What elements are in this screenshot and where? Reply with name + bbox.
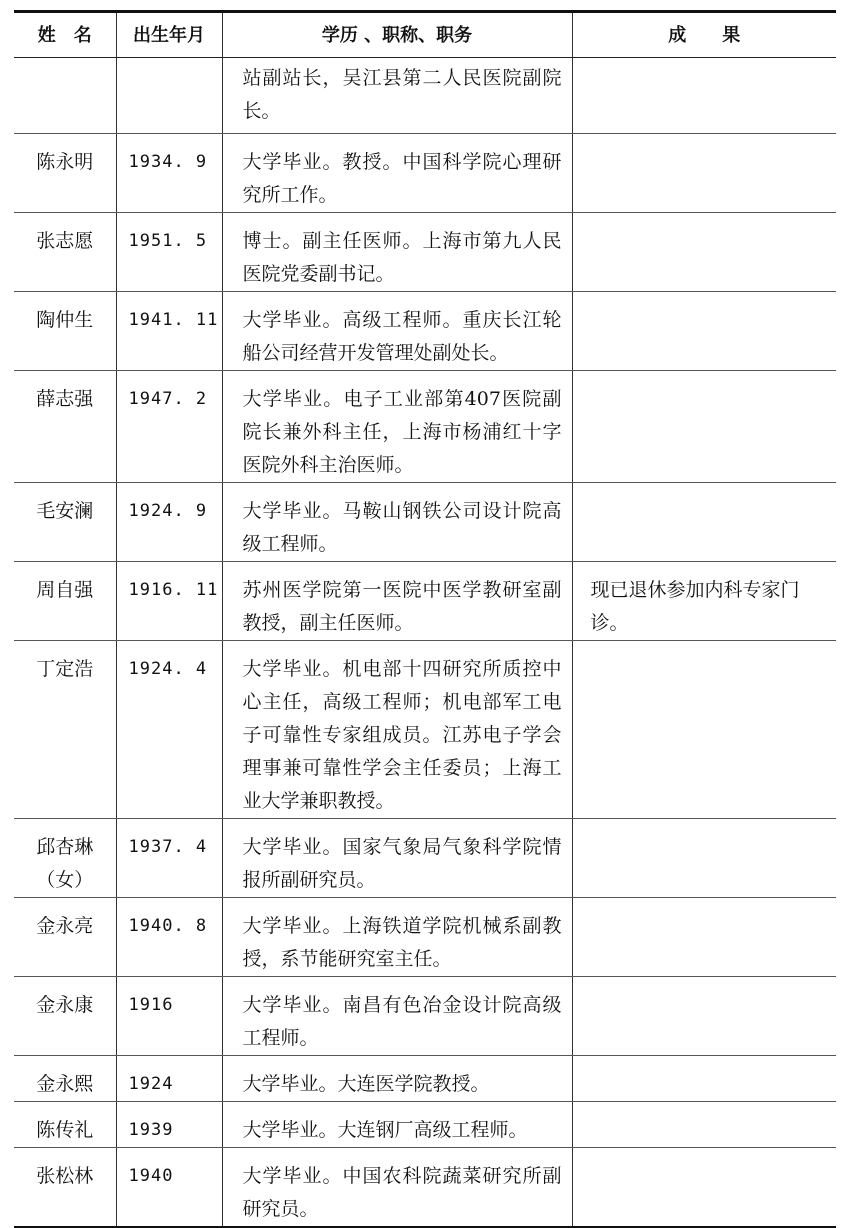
table-row: [14, 134, 836, 213]
cell-birth-date: 1951. 5: [116, 213, 222, 292]
cell-education-title-position: 大学毕业。大连医学院教授。: [222, 1056, 572, 1102]
cell-name: [14, 1102, 116, 1148]
header-birth: 出生年月: [116, 12, 222, 58]
person-name: 丁定浩: [36, 658, 94, 680]
person-name: 金永亮: [36, 915, 94, 937]
cell-achievements: [572, 641, 836, 819]
cell-education-title-position: 博士。副主任医师。上海市第九人民医院党委副书记。: [222, 213, 572, 292]
cell-achievements: [572, 898, 836, 977]
personnel-table: [14, 10, 836, 1228]
cell-birth-date: 1916. 11: [116, 562, 222, 641]
cell-education-title-position: 大学毕业。马鞍山钢铁公司设计院高级工程师。: [222, 483, 572, 562]
table-row: [14, 898, 836, 977]
cell-birth-date: 1924. 4: [116, 641, 222, 819]
cell-achievements: 现已退休参加内科专家门诊。: [572, 562, 836, 641]
cell-education-title-position: 大学毕业。大连钢厂高级工程师。: [222, 1102, 572, 1148]
cell-education-title-position: 大学毕业。南昌有色冶金设计院高级工程师。: [222, 977, 572, 1056]
person-name: 陈永明: [36, 151, 94, 173]
table-row: [14, 483, 836, 562]
cell-achievements: [572, 213, 836, 292]
cell-name: [14, 977, 116, 1056]
table-header: [14, 12, 836, 58]
cell-birth-date: 1916: [116, 977, 222, 1056]
cell-education-title-position: 大学毕业。中国农科院蔬菜研究所副研究员。: [222, 1148, 572, 1228]
table-row: [14, 819, 836, 898]
person-name: 金永康: [36, 994, 94, 1016]
cell-name: [14, 58, 116, 134]
table-row: [14, 562, 836, 641]
table-row: [14, 371, 836, 483]
cell-education-title-position: 苏州医学院第一医院中医学教研室副教授，副主任医师。: [222, 562, 572, 641]
cell-achievements: [572, 371, 836, 483]
cell-education-title-position: 大学毕业。上海铁道学院机械系副教授，系节能研究室主任。: [222, 898, 572, 977]
table-row: [14, 977, 836, 1056]
cell-name: [14, 1148, 116, 1228]
table-row: [14, 292, 836, 371]
cell-name: [14, 1056, 116, 1102]
cell-education-title-position: 站副站长，吴江县第二人民医院副院长。: [222, 58, 572, 134]
cell-achievements: [572, 819, 836, 898]
person-name: 陶仲生: [36, 309, 94, 331]
table-row: [14, 1056, 836, 1102]
cell-birth-date: 1934. 9: [116, 134, 222, 213]
person-name: 金永熙: [36, 1073, 94, 1095]
cell-name: [14, 898, 116, 977]
cell-achievements: [572, 134, 836, 213]
person-name: 张松林: [36, 1165, 94, 1187]
person-name: 薛志强: [36, 388, 94, 410]
cell-achievements: [572, 977, 836, 1056]
header-name: 姓 名: [14, 12, 116, 58]
cell-birth-date: 1947. 2: [116, 371, 222, 483]
person-name-note: （女）: [36, 869, 94, 891]
cell-birth-date: 1940: [116, 1148, 222, 1228]
person-name: 毛安澜: [36, 500, 94, 522]
person-name: 周自强: [36, 579, 94, 601]
cell-birth-date: 1924. 9: [116, 483, 222, 562]
cell-name: [14, 483, 116, 562]
cell-education-title-position: 大学毕业。高级工程师。重庆长江轮船公司经营开发管理处副处长。: [222, 292, 572, 371]
cell-birth-date: 1937. 4: [116, 819, 222, 898]
table-row: [14, 213, 836, 292]
cell-achievements: [572, 483, 836, 562]
cell-name: [14, 213, 116, 292]
header-education-title-position: 学历 、职称、职务: [222, 12, 572, 58]
header-achievements: 成 果: [572, 12, 836, 58]
cell-name: [14, 371, 116, 483]
cell-education-title-position: 大学毕业。机电部十四研究所质控中心主任，高级工程师；机电部军工电子可靠性专家组成员。江苏电子学会理事兼可靠性学会主任委员；上海工业大学兼职教授。: [222, 641, 572, 819]
cell-birth-date: 1940. 8: [116, 898, 222, 977]
table-row: [14, 1148, 836, 1228]
cell-birth-date: 1939: [116, 1102, 222, 1148]
cell-achievements: [572, 58, 836, 134]
cell-education-title-position: 大学毕业。国家气象局气象科学院情报所副研究员。: [222, 819, 572, 898]
header-row: [14, 12, 836, 58]
table-row: [14, 58, 836, 134]
cell-education-title-position: 大学毕业。电子工业部第407医院副院长兼外科主任，上海市杨浦红十字医院外科主治医师。: [222, 371, 572, 483]
cell-name: [14, 819, 116, 898]
cell-name: [14, 134, 116, 213]
cell-birth-date: 1924: [116, 1056, 222, 1102]
table-row: [14, 1102, 836, 1148]
cell-education-title-position: 大学毕业。教授。中国科学院心理研究所工作。: [222, 134, 572, 213]
cell-name: [14, 292, 116, 371]
document-page: [14, 10, 836, 1228]
cell-birth-date: [116, 58, 222, 134]
cell-achievements: [572, 1056, 836, 1102]
cell-achievements: [572, 1102, 836, 1148]
cell-achievements: [572, 292, 836, 371]
table-row: [14, 641, 836, 819]
table-body: [14, 58, 836, 1228]
person-name: 张志愿: [36, 230, 94, 252]
person-name: 邱杏琳: [36, 836, 94, 858]
cell-name: [14, 562, 116, 641]
cell-name: [14, 641, 116, 819]
cell-achievements: [572, 1148, 836, 1228]
cell-birth-date: 1941. 11: [116, 292, 222, 371]
person-name: 陈传礼: [36, 1119, 94, 1141]
